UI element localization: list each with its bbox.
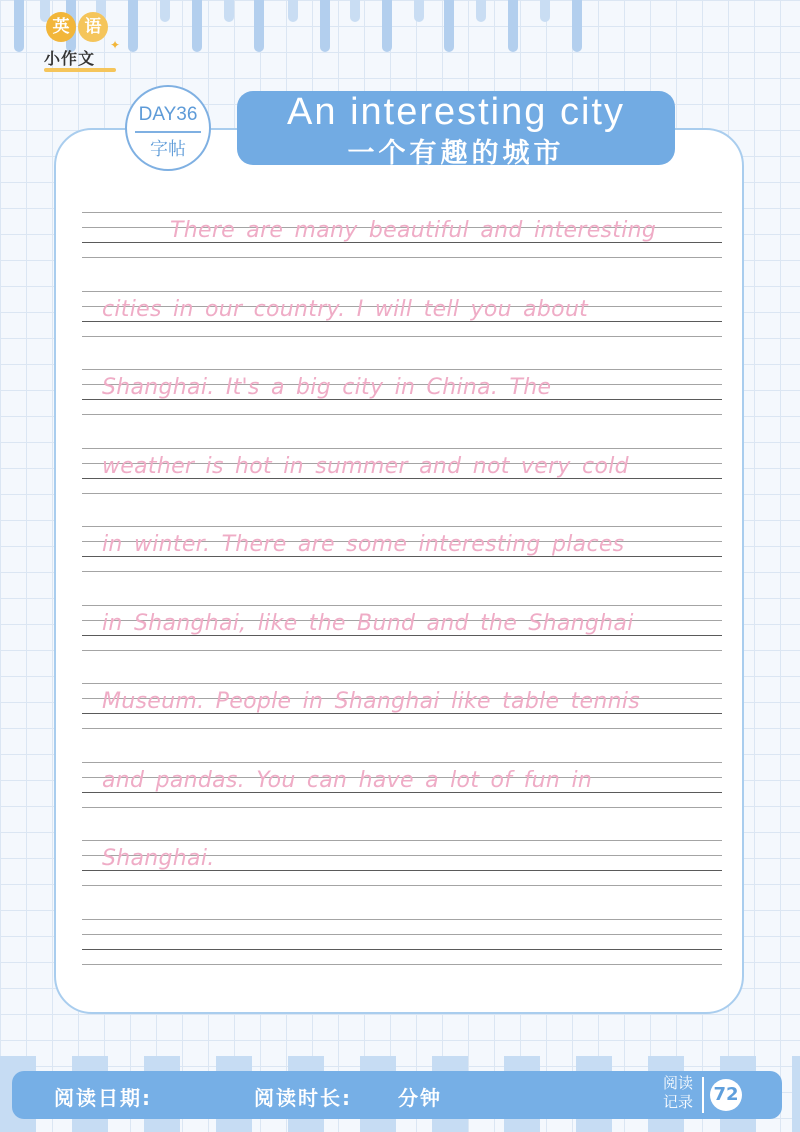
top-tab [540,0,550,22]
guide-line [82,336,722,337]
guide-line [82,414,722,415]
guide-line [82,762,722,763]
day-badge [125,85,211,171]
writing-row [82,448,722,496]
title-chinese: 一个有趣的城市 [347,138,565,169]
logo [42,12,122,72]
trace-text: in winter. There are some interesting places [102,532,625,557]
guide-line [82,257,722,258]
writing-row [82,840,722,888]
bottom-tab [792,1056,800,1132]
writing-row [82,526,722,574]
guide-line [82,949,722,950]
writing-row [82,369,722,417]
top-tab [192,0,202,52]
trace-text: and pandas. You can have a lot of fun in [102,767,593,793]
reading-record-label: 阅读记录 [662,1074,693,1111]
trace-text: Shanghai. [102,846,215,871]
reading-date-label: 阅读日期: [54,1086,152,1110]
top-tab [224,0,234,22]
writing-row [82,683,722,731]
guide-line [82,728,722,729]
trace-text: weather is hot in summer and not very cold [102,453,629,479]
writing-row [82,605,722,653]
day-label: DAY36 [138,104,198,125]
top-tab [320,0,330,52]
logo-char-2: 语 [78,12,108,42]
guide-line [82,934,722,935]
title-english: An interesting city [287,91,625,133]
top-tab [476,0,486,22]
top-tab [14,0,24,52]
star-icon: ✦ [110,38,121,52]
writing-row [82,762,722,810]
top-tab [288,0,298,22]
writing-row [82,291,722,339]
reading-record-bar [12,1071,782,1119]
trace-text: Shanghai. It's a big city in China. The [102,375,552,400]
writing-row [82,919,722,967]
logo-char-1: 英 [46,12,76,42]
reading-duration-label: 阅读时长: [254,1086,352,1110]
guide-line [82,493,722,494]
trace-text: There are many beautiful and interesting [170,218,657,243]
trace-text: Museum. People in Shanghai like table tennis [102,689,641,714]
guide-line [82,605,722,606]
guide-line [82,291,722,292]
logo-underline [44,68,116,72]
title-banner [237,91,675,169]
guide-line [82,650,722,651]
top-tab [508,0,518,52]
trace-text: cities in our country. I will tell you about [102,296,589,322]
guide-line [82,919,722,920]
top-tab [382,0,392,52]
footer-separator [702,1077,704,1113]
guide-line [82,683,722,684]
top-tab [444,0,454,52]
badge-divider [135,131,201,133]
trace-text: in Shanghai, like the Bund and the Shanghai [102,610,634,636]
minutes-label: 分钟 [398,1086,442,1110]
guide-line [82,885,722,886]
writing-row [82,212,722,260]
guide-line [82,369,722,370]
top-tab [572,0,582,52]
guide-line [82,571,722,572]
top-tab [254,0,264,52]
guide-line [82,526,722,527]
guide-line [82,807,722,808]
top-tab [160,0,170,22]
guide-line [82,964,722,965]
logo-subtitle: 小作文 [44,49,96,68]
badge-kind: 字帖 [150,139,186,160]
guide-line [82,840,722,841]
top-tab [414,0,424,22]
guide-line [82,212,722,213]
page-number: 72 [710,1079,742,1111]
top-tab [350,0,360,22]
top-tab [128,0,138,52]
guide-line [82,448,722,449]
